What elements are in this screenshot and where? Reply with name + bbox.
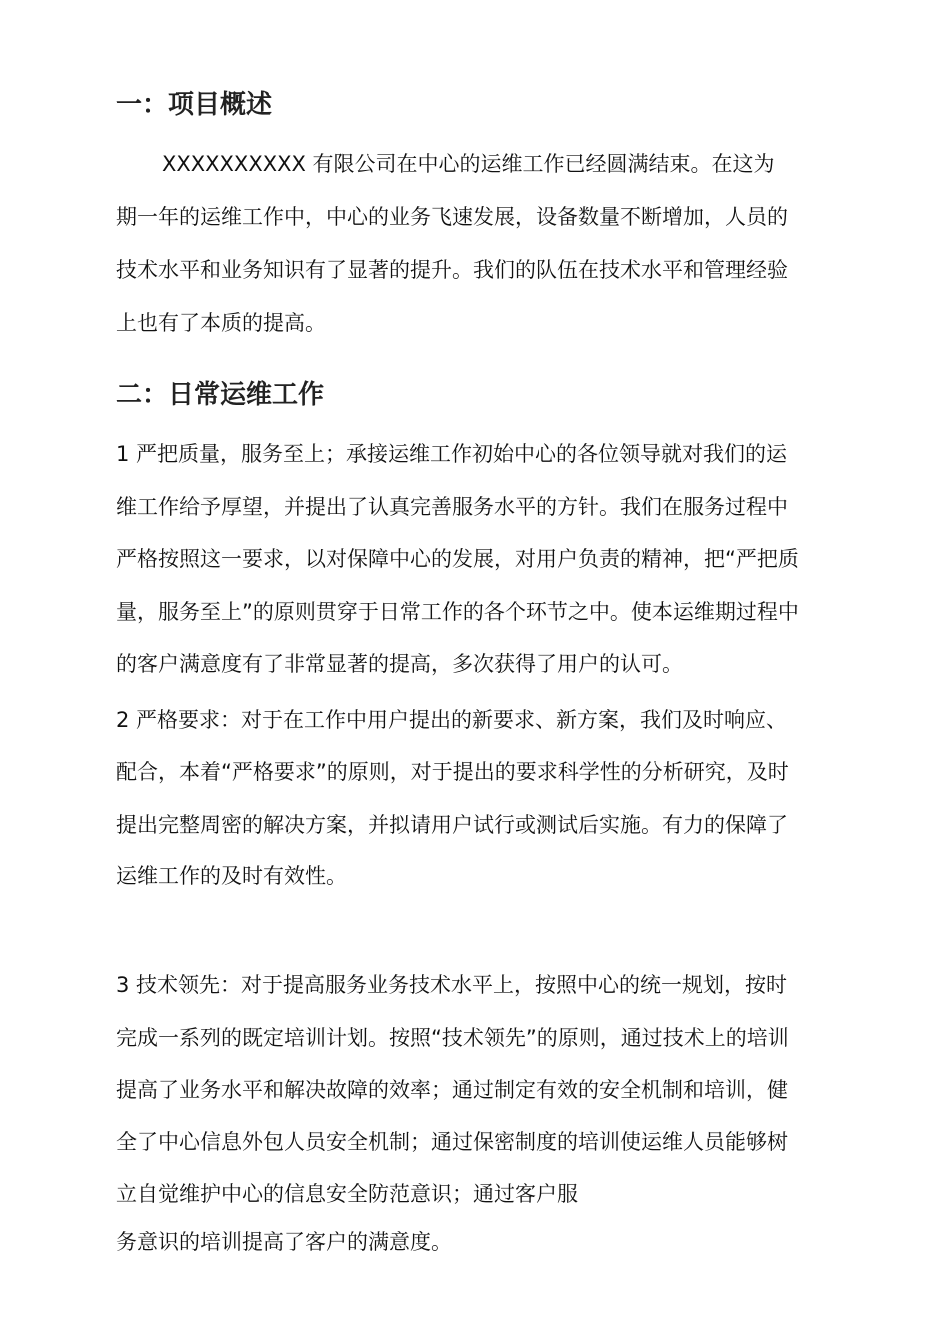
- section-2-heading: 二：日常运维工作: [116, 380, 325, 410]
- paragraph-line: 期一年的运维工作中，中心的业务飞速发展，设备数量不断增加，人员的: [116, 205, 788, 229]
- item-1-line: 的客户满意度有了非常显著的提高，多次获得了用户的认可。: [116, 652, 683, 676]
- item-3-line: 全了中心信息外包人员安全机制；通过保密制度的培训使运维人员能够树: [116, 1130, 788, 1154]
- paragraph-line: 上也有了本质的提高。: [116, 311, 326, 335]
- section-1-heading: 一：项目概述: [116, 90, 273, 120]
- item-3-line: 完成一系列的既定培训计划。按照“技术领先”的原则，通过技术上的培训: [116, 1026, 789, 1050]
- item-2-line: 运维工作的及时有效性。: [116, 864, 347, 888]
- item-1-line: 维工作给予厚望，并提出了认真完善服务水平的方针。我们在服务过程中: [116, 495, 788, 519]
- item-3-line: 务意识的培训提高了客户的满意度。: [116, 1230, 452, 1254]
- item-2-line: 配合，本着“严格要求”的原则，对于提出的要求科学性的分析研究，及时: [116, 760, 789, 784]
- item-3-line: 提高了业务水平和解决故障的效率；通过制定有效的安全机制和培训，健: [116, 1078, 788, 1102]
- item-1-line: 量，服务至上”的原则贯穿于日常工作的各个环节之中。使本运维期过程中: [116, 600, 799, 624]
- item-3-line: 3 技术领先：对于提高服务业务技术水平上，按照中心的统一规划，按时: [116, 973, 788, 997]
- item-1-line: 严格按照这一要求，以对保障中心的发展，对用户负责的精神，把“严把质: [116, 547, 799, 571]
- item-1-line: 1 严把质量，服务至上；承接运维工作初始中心的各位领导就对我们的运: [116, 442, 788, 466]
- paragraph-line: XXXXXXXXXX 有限公司在中心的运维工作已经圆满结束。在这为: [162, 152, 775, 176]
- paragraph-line: 技术水平和业务知识有了显著的提升。我们的队伍在技术水平和管理经验: [116, 258, 788, 282]
- item-2-line: 提出完整周密的解决方案，并拟请用户试行或测试后实施。有力的保障了: [116, 813, 788, 837]
- item-3-line: 立自觉维护中心的信息安全防范意识；通过客户服: [116, 1182, 578, 1206]
- item-2-line: 2 严格要求：对于在工作中用户提出的新要求、新方案，我们及时响应、: [116, 708, 788, 732]
